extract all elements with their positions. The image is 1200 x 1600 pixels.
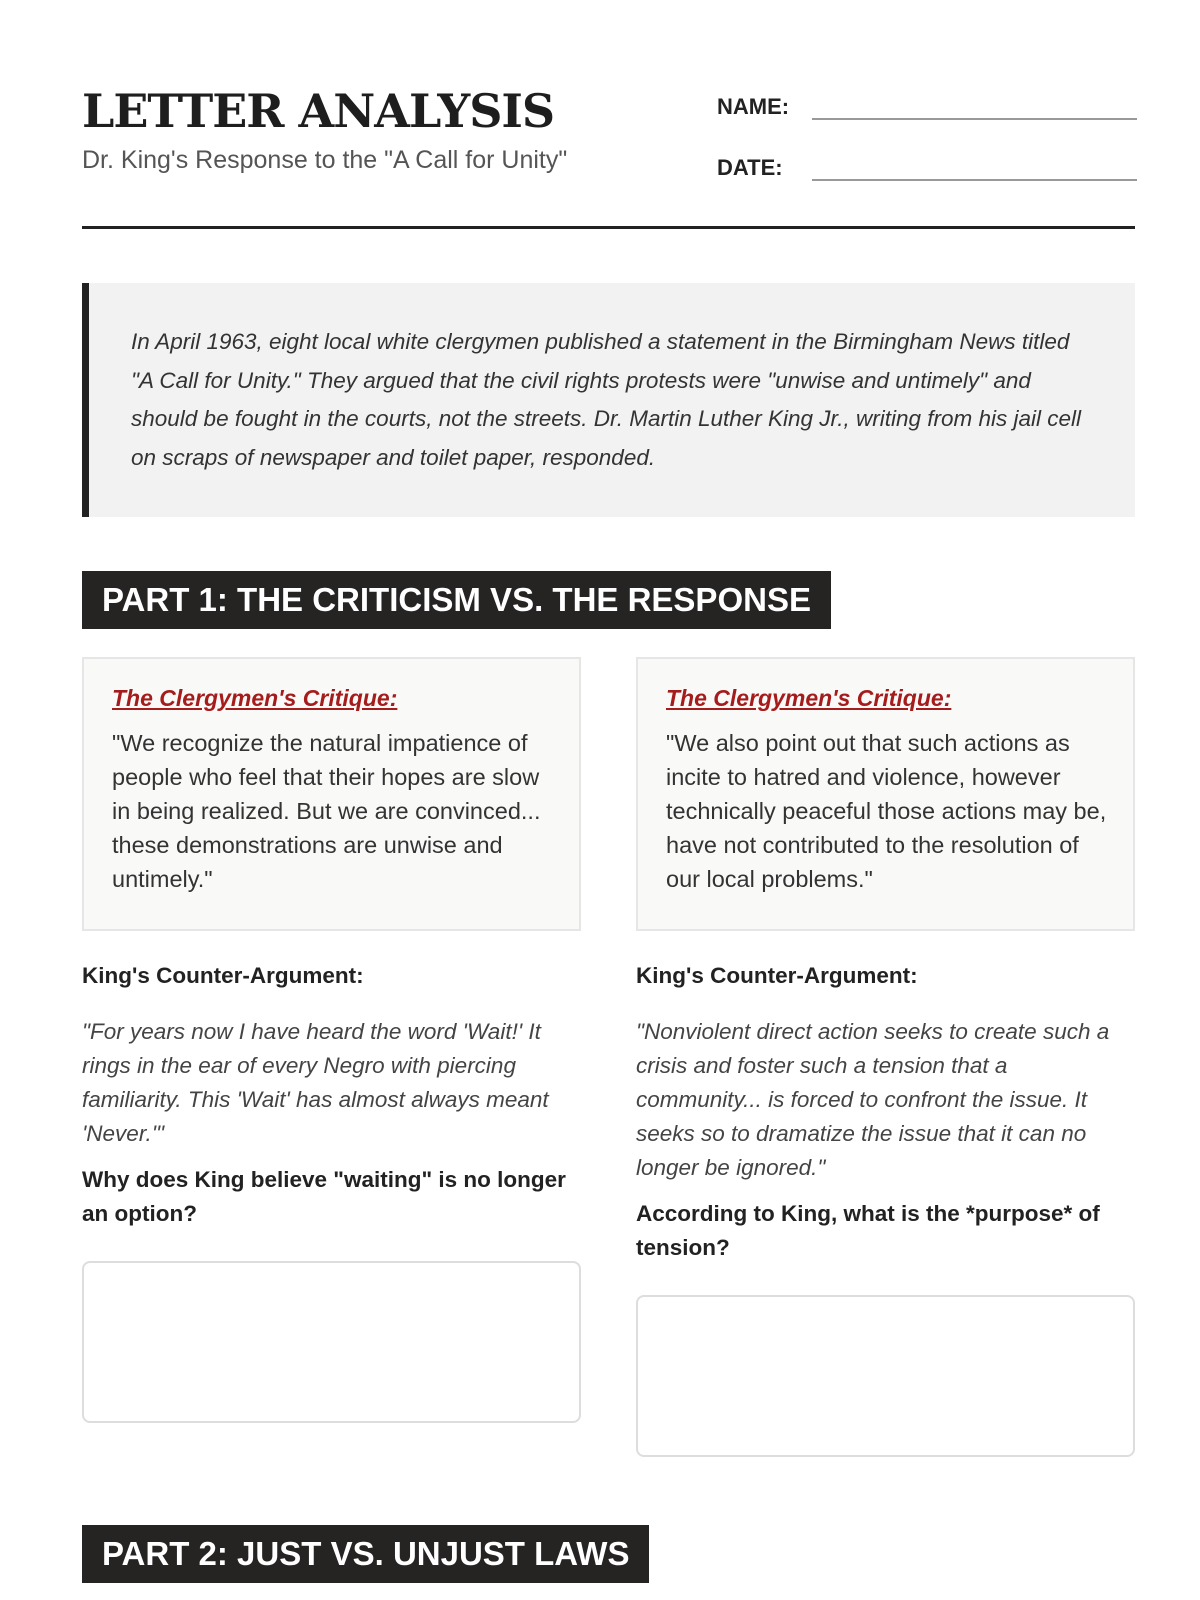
part1-columns	[82, 657, 1135, 1457]
critique-title: The Clergymen's Critique:	[666, 685, 952, 711]
critique-box	[82, 657, 581, 931]
worksheet	[82, 0, 1135, 1583]
name-label: NAME:	[717, 94, 790, 119]
critique-box	[636, 657, 1135, 931]
question: Why does King believe "waiting" is no longer an option?	[82, 1167, 566, 1226]
header	[82, 0, 1135, 229]
date-input-line[interactable]	[812, 149, 1137, 181]
date-field	[717, 149, 1137, 181]
name-field	[717, 88, 1137, 120]
counter-label: King's Counter-Argument:	[636, 963, 918, 988]
counter-quote: "Nonviolent direct action seeks to create such a crisis and foster such a tension that a community... is forced to confront the issue. It seeks so to dramatize the issue that it can no longer be ignored."	[636, 1019, 1110, 1180]
column-2	[636, 657, 1135, 1457]
answer-box[interactable]	[636, 1295, 1135, 1457]
counter-quote: "For years now I have heard the word 'Wait!' It rings in the ear of every Negro with piercing familiarity. This 'Wait' has almost always meant 'Never.'"	[82, 1019, 549, 1146]
critique-title: The Clergymen's Critique:	[112, 685, 398, 711]
date-label: DATE:	[717, 155, 783, 180]
question: According to King, what is the *purpose* of tension?	[636, 1201, 1100, 1260]
critique-text: "We recognize the natural impatience of people who feel that their hopes are slow in being realized. But we are convinced... these demonstrations are unwise and untimely."	[112, 730, 541, 892]
critique-text: "We also point out that such actions as incite to hatred and violence, however technically peaceful those actions may be, have not contributed to the resolution of our local problems."	[666, 730, 1107, 892]
counter-label: King's Counter-Argument:	[82, 963, 364, 988]
page-title: LETTER ANALYSIS	[82, 84, 555, 138]
column-1	[82, 657, 581, 1457]
page-subtitle: Dr. King's Response to the "A Call for Unity"	[82, 146, 568, 174]
intro-blockquote: In April 1963, eight local white clergymen published a statement in the Birmingham News titled "A Call for Unity." They argued that the civil rights protests were "unwise and untimely" and should be fought in the courts, not the streets. Dr. Martin Luther King Jr., writing from his jail cell on scraps of newspaper and toilet paper, responded.	[82, 283, 1135, 517]
answer-box[interactable]	[82, 1261, 581, 1423]
name-input-line[interactable]	[812, 88, 1137, 120]
part1-heading: PART 1: THE CRITICISM VS. THE RESPONSE	[82, 571, 831, 629]
part2-heading: PART 2: JUST VS. UNJUST LAWS	[82, 1525, 649, 1583]
